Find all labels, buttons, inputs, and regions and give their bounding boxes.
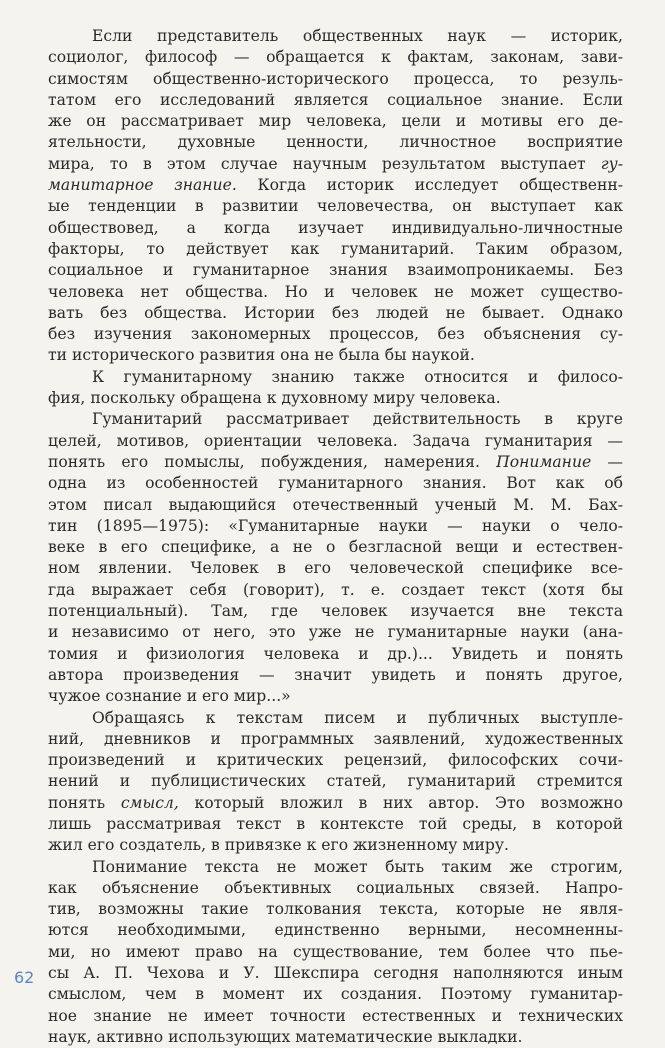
- text-segment: социолог, философ — обращается к фактам, законам, зави-: [48, 48, 623, 67]
- text-segment: произведений и критических рецензий, философских сочи-: [48, 751, 623, 770]
- text-line: [48, 495, 623, 516]
- text-line: [48, 686, 623, 707]
- text-line: [48, 367, 623, 388]
- text-segment: социальное и гуманитарное знания взаимопроникаемы. Без: [48, 261, 623, 280]
- text-line: [48, 452, 623, 473]
- text-segment: татом его исследований является социальное знание. Если: [48, 90, 623, 109]
- text-segment: томия и физиология человека и др.)... Увидеть и понять: [48, 644, 623, 663]
- italic-term: гу-: [600, 154, 623, 173]
- italic-term: смысл,: [120, 793, 179, 812]
- paragraph: [48, 409, 623, 707]
- text-segment: чужое сознание и его мир...»: [48, 687, 291, 706]
- text-segment: как объяснение объективных социальных связей. Напро-: [48, 878, 623, 897]
- text-line: [48, 963, 623, 984]
- text-line: [48, 282, 623, 303]
- text-line: [48, 537, 623, 558]
- italic-term: манитарное знание.: [48, 176, 237, 195]
- text-segment: фия, поскольку обращена к духовному миру человека.: [48, 389, 501, 408]
- text-line: [48, 622, 623, 643]
- text-line: [48, 814, 623, 835]
- text-line: [48, 324, 623, 345]
- text-segment: симостям общественно-исторического процесса, то резуль-: [48, 69, 623, 88]
- text-line: [48, 942, 623, 963]
- text-segment: веке в его специфике, а не о безгласной вещи и естествен-: [48, 538, 623, 557]
- text-line: [48, 196, 623, 217]
- text-line: [48, 260, 623, 281]
- text-segment: Гуманитарий рассматривает действительность в круге: [92, 410, 623, 429]
- text-line: [48, 708, 623, 729]
- text-segment: ми, но имеют право на существование, тем более что пье-: [48, 942, 623, 961]
- text-line: [48, 132, 623, 153]
- text-segment: факторы, то действует как гуманитарий. Таким образом,: [48, 239, 623, 258]
- text-line: [48, 154, 623, 175]
- text-segment: ются необходимыми, единственно верными, несомненны-: [48, 921, 623, 940]
- text-line: [48, 665, 623, 686]
- text-segment: Обращаясь к текстам писем и публичных выступле-: [92, 708, 623, 727]
- text-line: [48, 388, 623, 409]
- text-line: [48, 835, 623, 856]
- text-segment: Если представитель общественных наук — историк,: [92, 27, 623, 45]
- text-line: [48, 878, 623, 899]
- text-line: [48, 69, 623, 90]
- text-line: [48, 218, 623, 239]
- text-segment: целей, мотивов, ориентации человека. Задача гуманитария —: [48, 431, 623, 450]
- text-line: [48, 857, 623, 878]
- italic-term: Понимание: [496, 452, 592, 471]
- text-line: [48, 793, 623, 814]
- text-line: [48, 601, 623, 622]
- text-line: [48, 558, 623, 579]
- text-line: [48, 899, 623, 920]
- text-segment: Понимание текста не может быть таким же строгим,: [92, 857, 623, 876]
- text-line: [48, 111, 623, 132]
- text-segment: вать без общества. Истории без людей не бывает. Однако: [48, 303, 623, 322]
- text-line: [48, 1027, 623, 1048]
- text-segment: нений и публицистических статей, гуманитарий стремится: [48, 772, 623, 791]
- text-segment: тив, возможны такие толкования текста, которые не явля-: [48, 900, 623, 919]
- text-line: [48, 409, 623, 430]
- text-line: [48, 729, 623, 750]
- text-line: [48, 345, 623, 366]
- text-segment: автора произведения — значит увидеть и понять другое,: [48, 665, 623, 684]
- text-line: [48, 431, 623, 452]
- text-segment: который вложил в них автор. Это возможно: [178, 793, 623, 812]
- paragraph: [48, 367, 623, 410]
- text-line: [48, 644, 623, 665]
- text-line: [48, 750, 623, 771]
- text-segment: понять его помыслы, побуждения, намерения.: [48, 452, 497, 471]
- text-segment: обществовед, а когда изучает индивидуально-личностные: [48, 218, 623, 237]
- text-segment: ний, дневников и программных заявлений, художественных: [48, 729, 623, 748]
- text-line: [48, 303, 623, 324]
- text-segment: ное знание не имеет точности естественных и технических: [48, 1006, 623, 1025]
- text-segment: наук, активно использующих математические выкладки.: [48, 1027, 523, 1046]
- page-number: 62: [14, 968, 35, 987]
- paragraph: [48, 708, 623, 857]
- text-line: [48, 920, 623, 941]
- text-line: [48, 239, 623, 260]
- text-segment: этом писал выдающийся отечественный ученый М. М. Бах-: [48, 495, 623, 514]
- text-line: [48, 473, 623, 494]
- text-segment: человека нет общества. Но и человек не может существо-: [48, 282, 623, 301]
- text-segment: же он рассматривает мир человека, цели и мотивы его де-: [48, 112, 623, 131]
- text-segment: сы А. П. Чехова и У. Шекспира сегодня наполняются иным: [48, 964, 623, 983]
- text-line: [48, 47, 623, 68]
- text-line: [48, 580, 623, 601]
- text-segment: ном явлении. Человек в его человеческой специфике все-: [48, 559, 623, 578]
- text-segment: смыслом, чем в момент их создания. Поэтому гуманитар-: [48, 985, 623, 1004]
- text-segment: мира, то в этом случае научным результатом выступает: [48, 154, 601, 173]
- text-segment: и независимо от него, это уже не гуманитарные науки (ана-: [48, 623, 623, 642]
- text-line: [48, 771, 623, 792]
- text-line: [48, 175, 623, 196]
- paragraph: [48, 26, 623, 367]
- text-segment: гда выражает себя (говорит), т. е. создает текст (хотя бы: [48, 580, 623, 599]
- text-segment: без изучения закономерных процессов, без объяснения су-: [48, 325, 623, 344]
- text-segment: одна из особенностей гуманитарного знания. Вот как об: [48, 474, 623, 493]
- text-segment: ые тенденции в развитии человечества, он выступает как: [48, 197, 623, 216]
- text-segment: Когда историк исследует общественн-: [236, 176, 623, 195]
- text-line: [48, 90, 623, 111]
- text-line: [48, 516, 623, 537]
- text-segment: К гуманитарному знанию также относится и филосо-: [92, 367, 623, 386]
- text-line: [48, 984, 623, 1005]
- text-segment: жил его создатель, в привязке к его жизненному миру.: [48, 836, 509, 855]
- text-line: [48, 26, 623, 47]
- text-segment: ятельности, духовные ценности, личностное восприятие: [48, 133, 623, 152]
- text-segment: потенциальный). Там, где человек изучается вне текста: [48, 602, 623, 621]
- text-segment: —: [591, 452, 623, 471]
- paragraph: [48, 857, 623, 1048]
- text-segment: ти исторического развития она не была бы наукой.: [48, 346, 475, 365]
- text-segment: лишь рассматривая текст в контексте той среды, в которой: [48, 814, 623, 833]
- text-segment: понять: [48, 793, 121, 812]
- text-segment: тин (1895—1975): «Гуманитарные науки — науки о чело-: [48, 516, 623, 535]
- page-body: [48, 26, 623, 1048]
